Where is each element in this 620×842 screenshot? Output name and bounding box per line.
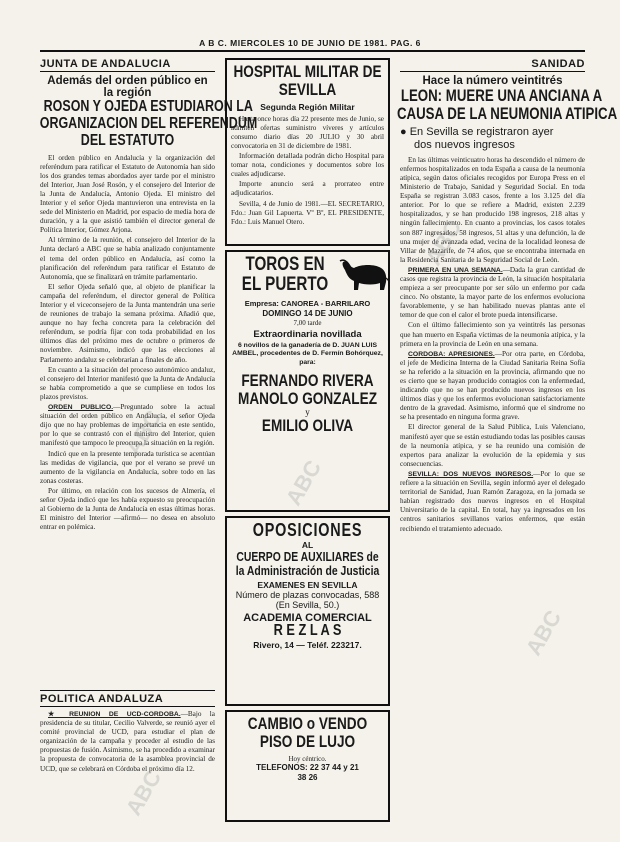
subhead-cordoba: CORDOBA: APRESIONES.: [408, 350, 495, 358]
paragraph: Importe anuncio será a prorrateo entre adjudicatarios.: [231, 180, 384, 198]
ad-cambio-piso: [225, 710, 390, 822]
ad-toros-event: Extraordinaria novillada: [253, 328, 362, 340]
paragraph: Al término de la reunión, el consejero del Interior de la Junta declaró a ABC que se había analizado conjuntamente el tema del orden público en Andalucía, así como la planificación del referéndum para ratificar el Estatuto de Autonomía, que se finalizará en trámite parlamentario.: [40, 236, 215, 281]
paragraph: El director general de la Salud Pública, Luis Valenciano, manifestó ayer que se están estudiando todas las posibles causas de la neumonía atípica, y se ha reunido una comisión de expertos para analizar la evolución de la epidemia y sus consecuencias.: [400, 423, 585, 468]
paragraph: Hasta once horas día 22 presente mes de Junio, se admiten ofertas suministro víveres y artículos consumo diario días 20 JULIO y 30 abril convocatoria en 31 de diciembre de 1981.: [231, 114, 384, 150]
ad-toros-time: 7,00 tarde: [293, 318, 322, 327]
paragraph-text: —Bajo la presidencia de su titular, Cecilio Valverde, se reunió ayer el comité provincial de UCD, para estudiar el plan de organización de la campaña y proceder al estudio de las propuestas de fusión. Asimismo, se ha procedido a examinar la propuesta de convocatoria de la asamblea provincial de UCD, que se celebrará en Córdoba el próximo día 12.: [40, 710, 215, 773]
subhead-orden-publico: ORDEN PUBLICO.: [48, 404, 114, 412]
headline-line-3: DEL ESTATUTO: [80, 131, 175, 149]
kicker-line-2: la región: [103, 87, 152, 100]
ad-cambio-title-1: CAMBIO o VENDO: [247, 714, 368, 733]
headline-line-2: ORGANIZACION DEL REFERENDUM: [39, 114, 258, 132]
ad-toros-empresa: Empresa: CANOREA - BARRILARO: [244, 298, 371, 308]
ad-opo-admin: la Administración de Justicia: [235, 562, 380, 578]
right-column: [396, 58, 618, 838]
paragraph: [400, 470, 585, 534]
page-header: A B C. MIERCOLES 10 DE JUNIO DE 1981. PAG. 6: [199, 38, 421, 48]
headline-line-1: ROSON Y OJEDA ESTUDIARON LA: [43, 98, 253, 116]
article-body-sanidad: [400, 156, 585, 534]
bullet-icon: ●: [400, 125, 407, 138]
kicker-line-1: Además del orden público en: [47, 75, 208, 87]
subhead-line-2: dos nuevos ingresos: [414, 138, 515, 151]
section-title-junta: JUNTA DE ANDALUCIA: [40, 58, 215, 72]
ad-opo-address: Rivero, 14 — Teléf. 223217.: [253, 639, 362, 650]
paragraph: Sevilla, 4 de Junio de 1981.—EL SECRETARIO, Fdo.: Juan Gil Lapuerta. Vº Bº, EL PRESIDENTE, Fdo.: Luis Manuel Otero.: [231, 199, 384, 226]
subhead-ucd-cordoba: ★ REUNION DE UCD-CORDOBA.: [48, 711, 181, 718]
ad-toros-title-2: EL PUERTO: [241, 273, 329, 295]
subhead-sevilla-ingresos: SEVILLA: DOS NUEVOS INGRESOS.: [408, 470, 534, 478]
ad-hospital-subtitle: Segunda Región Militar: [260, 101, 355, 112]
ad-cambio-location: Hoy céntrico.: [288, 754, 327, 763]
paragraph: Indicó que en la presente temporada turística se acentúan las medidas de vigilancia, que por el verano se prevé un aumento de la vigilancia en Andalucía, sobre todo en las zonas costeras.: [40, 449, 215, 485]
headline-sanidad-2: CAUSA DE LA NEUMONIA ATIPICA: [396, 103, 618, 123]
paragraph: El orden público en Andalucía y la organización del referéndum para ratificar el Estatuto de Autonomía han sido los dos grandes temas abordados ayer tarde por el ministro del Interior, Juan José Rosón, y el consejero del Interior de la Junta de Andalucía, Antonio Ojeda. El ministro del Interior y el señor Ojeda mantuvieron una entrevista en la sede del Ministerio en Madrid, por espacio de media hora de duración, y a la que asistió también el director general de Política Interior, Gómez Arjona.: [40, 153, 215, 235]
ad-hospital-body: [231, 115, 384, 227]
ad-toros-torero-3: EMILIO OLIVA: [261, 415, 354, 435]
ad-opo-plazas: Número de plazas convocadas, 588 (En Sevilla, 50.): [235, 590, 380, 611]
kicker-sanidad: Hace la número veintitrés: [422, 75, 563, 87]
watermark-logo: ABC: [120, 405, 167, 460]
article-body-politica: [40, 710, 215, 774]
paragraph-text: —Por lo que se refiere a la situación en Sevilla, según informó ayer el delegado territorial de Sanidad, Juan Ramón Zaragoza, en la jornada se habían registrado dos nuevos ingresos en el Hospital Universitario de la capital. En total, hay ya ingresados en los centros sanitarios sevillanos varios enfermos, que están recibiendo el tratamiento adecuado.: [400, 469, 585, 533]
ad-oposiciones: [225, 516, 390, 706]
paragraph: Por último, en relación con los sucesos de Almería, el señor Ojeda indicó que les había expuesto su preocupación al Gobierno de la Junta de Andalucía en estas últimas horas. El ministro del Interior —afirmó— no desea en absoluto entrar en polémica.: [40, 486, 215, 532]
ad-opo-cuerpo: CUERPO DE AUXILIARES de: [236, 548, 379, 564]
paragraph: [400, 266, 585, 321]
subhead-line-1: En Sevilla se registraron ayer: [409, 125, 554, 138]
paragraph: [40, 403, 215, 448]
bull-icon: [339, 256, 391, 294]
headline-sanidad-1: LEON: MUERE UNA ANCIANA A: [400, 86, 603, 106]
ad-hospital-title-1: HOSPITAL MILITAR DE: [233, 62, 382, 81]
paragraph-text: —Dada la gran cantidad de casos que registra la provincia de León, la situación hospitalaria empieza a ser preocupante por ser sólo un enfermo por cada cinco. No obstante, la mayor parte de los enfermos evoluciona favorablemente, y se han habilitado nuevas plantas ante el temor de que con el calor el brote pueda intensificarse.: [400, 265, 585, 320]
article-body-junta: [40, 154, 215, 533]
ad-opo-academia: ACADEMIA COMERCIAL: [243, 612, 372, 625]
ad-toros-torero-2: MANOLO GONZALEZ: [237, 388, 377, 408]
paragraph: En cuanto a la situación del proceso autonómico andaluz, el consejero del Interior manifestó que la Junta de Andalucía se había comprometido a que se cumpliese en todos los plazos previstos.: [40, 365, 215, 401]
paragraph-text: —Preguntado sobre la actual situación del orden público en Andalucía, el señor Ojeda dijo que no hay problemas de importancia en este sentido, por lo que se contrastó con el ministro del Interior, quien manifestó que tampoco le preocupa la situación en la región.: [40, 403, 215, 448]
ad-toros-torero-1: FERNANDO RIVERA: [241, 371, 374, 391]
ad-opo-al: AL: [301, 539, 314, 550]
ad-hospital-militar: [225, 58, 390, 246]
paragraph: [40, 710, 215, 774]
header-rule: [40, 50, 585, 52]
middle-column: [225, 58, 390, 838]
left-column-politica: [40, 690, 215, 840]
subhead-sevilla: [400, 126, 585, 152]
watermark-logo: ABC: [420, 215, 467, 270]
paragraph: Información detallada podrán dicho Hospital para tomar nota, condiciones y documentos sobre los cuales adjudicarse.: [231, 152, 384, 179]
paragraph: [400, 350, 585, 423]
ad-opo-rezlas: R E Z L A S: [273, 622, 342, 640]
paragraph-text: —Por otra parte, en Córdoba, el jefe de Medicina Interna de la Ciudad Sanitaria Reina Sofía se ha referido a la situación en la provincia, afirmando que no es cierto que se hayan producido contagios con la enfermedad, indicando que no se han producido nuevos ingresos en los últimos días y que los enfermos evolucionan satisfactoriamente dentro de la gravedad. Asimismo, informó que el síndrome no se ha presentado en ninguna forma grave.: [400, 349, 585, 422]
ad-opo-title: OPOSICIONES: [252, 520, 363, 540]
watermark-logo: ABC: [120, 765, 167, 820]
ad-toros: [225, 250, 390, 512]
watermark-logo: ABC: [520, 605, 567, 660]
subhead-primera-semana: PRIMERA EN UNA SEMANA.: [408, 266, 503, 274]
ad-cambio-title-2: PISO DE LUJO: [259, 731, 356, 751]
ad-toros-desc: 6 novillos de la ganadería de D. JUAN LUIS AMBEL, procedentes de D. Fermín Bohórquez, para:: [232, 341, 383, 367]
paragraph: Con el último fallecimiento son ya veintitrés las personas que han muerto en España víctimas de la neumonía atípica, y la primera en la provincia de León en una semana.: [400, 321, 585, 348]
paragraph: El señor Ojeda señaló que, al objeto de planificar la campaña del referéndum, el director general de Política Interior y el viceconsejero de la Junta mantendrán una serie de reuniones de trabajo la semana próxima. Añadió que, aunque no hay fecha concreta para la celebración del referéndum, se podría fijar con toda probabilidad en los últimos días del próximo mes de octubre o primeros de noviembre. Asimismo, indicó que las elecciones al Parlamento andaluz se celebrarían a finales de año.: [40, 282, 215, 364]
ad-opo-exam: EXAMENES EN SEVILLA: [257, 580, 358, 591]
watermark-logo: ABC: [280, 455, 327, 510]
ad-toros-title-1: TOROS EN: [245, 254, 325, 275]
section-title-politica: POLITICA ANDALUZA: [40, 690, 215, 707]
ad-toros-date: DOMINGO 14 DE JUNIO: [262, 308, 353, 318]
ad-hospital-title-2: SEVILLA: [278, 79, 337, 99]
paragraph: En las últimas veinticuatro horas ha descendido el número de enfermos hospitalizados en toda España a causa de la neumonía atípica, según datos oficiales recogidos por Europa Press en el Ministerio de Trabajo, Sanidad y Seguridad Social. En toda España se registran 3.083 casos, frente a los 3.125 del día anterior. Por lo que se refiere a Madrid, existen 2.239 hospitalizados, y se han producido 198 ingresos, 218 altas y ningún fallecimiento. En cuanto a provincias, los casos totales son 887 ingresados, 58 ingresos, 51 altas y una defunción, la de una mujer de avanzada edad, vecina de la localidad leonesa de Villar de Mazarife, de 74 años, que se encontraba internada en la Residencia Sanitaria de la Seguridad Social de León.: [400, 155, 585, 264]
section-title-sanidad: SANIDAD: [400, 58, 585, 72]
ad-toros-and: y: [305, 406, 310, 417]
ad-cambio-phones: TELEFONOS: 22 37 44 y 21 38 26: [256, 763, 359, 783]
